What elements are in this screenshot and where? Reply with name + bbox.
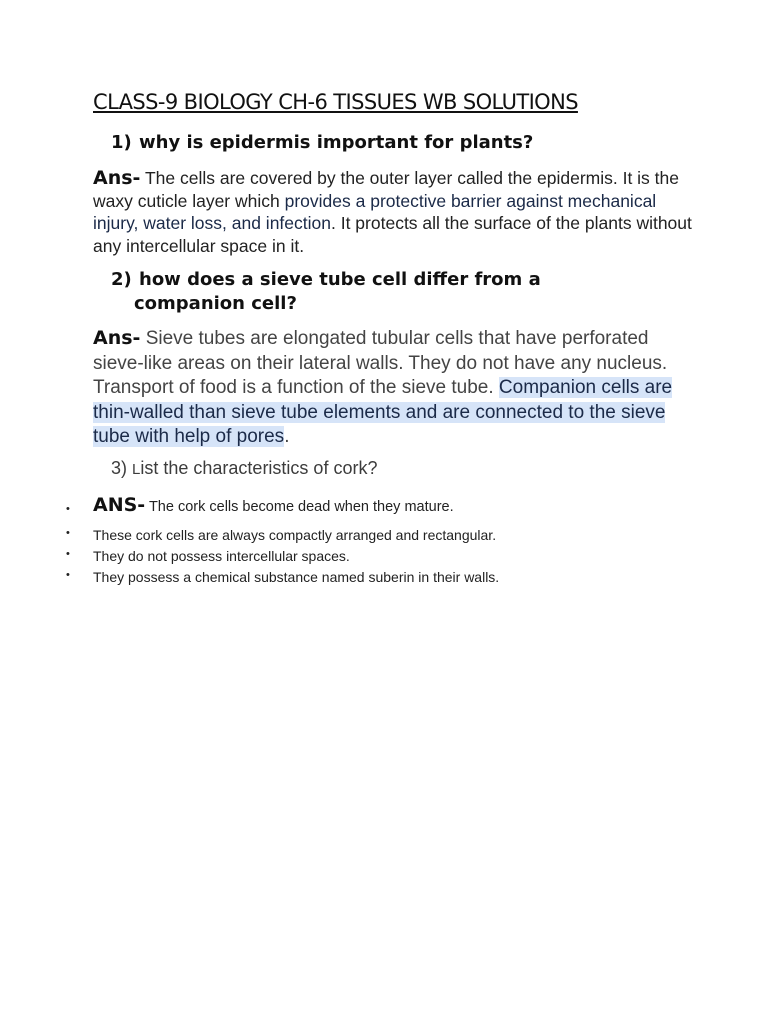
answer-2 — [93, 326, 683, 450]
bullet-marker: • — [66, 527, 70, 539]
answer-text: . — [284, 426, 290, 447]
answer-text: Sieve tubes are elongated tubular cells that have perforated sieve-like areas on their lateral walls. They do not have any nucleus. Transport of food is a function of the sieve tube. — [93, 328, 668, 398]
bullet-marker: • — [66, 503, 70, 515]
document-title: CLASS-9 BIOLOGY CH-6 TISSUES WB SOLUTIONS — [93, 90, 578, 114]
question-number: 2) — [111, 269, 132, 290]
answer-text: . It protects all the surface of the plants without any intercellular space in it. — [93, 213, 692, 256]
question-text-line-2: companion cell? — [134, 293, 297, 314]
question-text: why is epidermis important for plants? — [139, 132, 534, 153]
answer-3-list — [66, 494, 706, 587]
question-text: ist the characteristics of cork? — [140, 458, 378, 478]
list-item — [66, 545, 706, 566]
question-initial: L — [132, 461, 141, 478]
list-item — [66, 524, 706, 545]
answer-label: ANS- — [93, 494, 146, 516]
list-item-text: They do not possess intercellular spaces. — [93, 548, 350, 564]
answer-text: The cells are covered by the outer layer called the epidermis. It is the waxy cuticle layer which — [93, 168, 679, 211]
answer-1 — [93, 167, 693, 257]
answer-label: Ans- — [93, 167, 141, 189]
list-item — [66, 494, 706, 524]
list-item — [66, 566, 706, 587]
question-number: 3) — [111, 458, 128, 478]
highlighted-text: Companion cells are thin-walled than sieve tube elements and are connected to the sieve tube with help of pores — [93, 377, 673, 447]
list-item-text: The cork cells become dead when they mature. — [145, 499, 454, 515]
answer-label: Ans- — [93, 327, 141, 349]
list-item-text: These cork cells are always compactly arranged and rectangular. — [93, 527, 497, 543]
question-number: 1) — [111, 132, 132, 153]
bullet-marker: • — [66, 548, 70, 560]
question-2 — [111, 268, 671, 318]
list-item-text: They possess a chemical substance named suberin in their walls. — [93, 569, 500, 585]
answer-text-emphasis: provides a protective barrier against mechanical injury, water loss, and infection — [93, 190, 657, 233]
bullet-marker: • — [66, 569, 70, 581]
question-text-line-1: how does a sieve tube cell differ from a — [139, 269, 541, 290]
question-3 — [111, 458, 377, 479]
